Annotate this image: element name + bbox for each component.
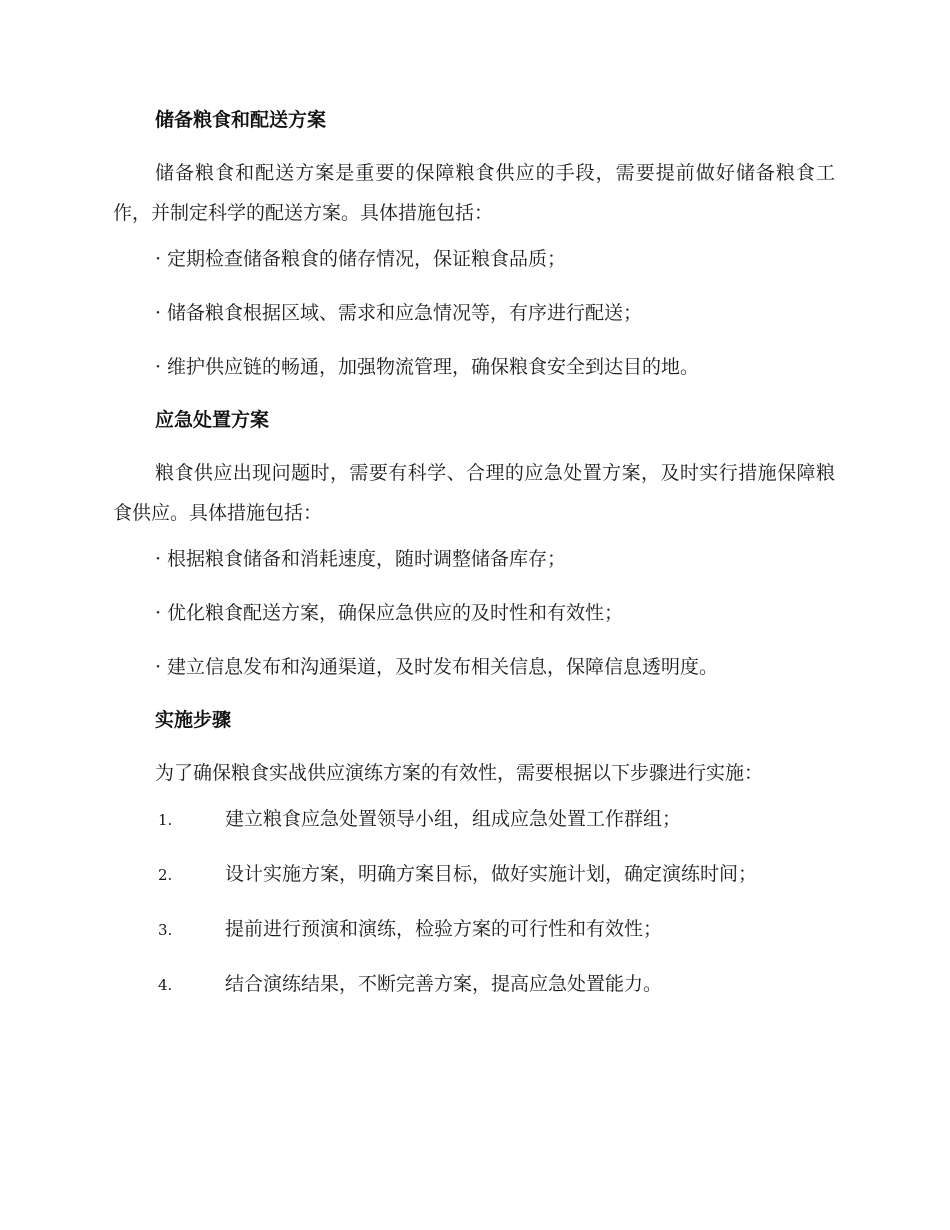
bullet-item: [113, 353, 835, 381]
section-heading: 实施步骤: [155, 709, 232, 731]
document-body: [113, 107, 835, 1025]
bullet-text: 建立信息发布和沟通渠道，及时发布相关信息，保障信息透明度。: [167, 656, 719, 678]
bullet-dot-icon: ·: [155, 248, 162, 270]
section-intro: 为了确保粮食实战供应演练方案的有效性，需要根据以下步骤进行实施：: [155, 762, 764, 784]
step-text: 建立粮食应急处置领导小组，组成应急处置工作群组；: [225, 808, 682, 830]
step-text: 提前进行预演和演练，检验方案的可行性和有效性；: [225, 918, 663, 940]
bullet-item: [113, 599, 835, 627]
step-item: [113, 970, 835, 998]
step-text: 设计实施方案，明确方案目标，做好实施计划，确定演练时间；: [225, 863, 758, 885]
step-number: 4.: [158, 976, 173, 994]
bullet-text: 定期检查储备粮食的储存情况，保证粮食品质；: [167, 248, 567, 270]
section-emergency-response: [113, 407, 835, 681]
step-item: [113, 860, 835, 888]
bullet-dot-icon: ·: [155, 548, 162, 570]
step-number: 3.: [158, 921, 173, 939]
step-number: 2.: [158, 866, 173, 884]
bullet-dot-icon: ·: [155, 602, 162, 624]
step-item: [113, 915, 835, 943]
step-text: 结合演练结果，不断完善方案，提高应急处置能力。: [225, 973, 663, 995]
section-grain-reserve: [113, 107, 835, 381]
step-number: 1.: [158, 811, 173, 829]
section-intro: 储备粮食和配送方案是重要的保障粮食供应的手段，需要提前做好储备粮食工作，并制定科学的配送方案。具体措施包括：: [113, 162, 835, 224]
bullet-dot-icon: ·: [155, 656, 162, 678]
bullet-item: [113, 653, 835, 681]
bullet-text: 维护供应链的畅通，加强物流管理，确保粮食安全到达目的地。: [167, 356, 700, 378]
bullet-item: [113, 299, 835, 327]
section-heading: 储备粮食和配送方案: [155, 109, 327, 131]
bullet-dot-icon: ·: [155, 356, 162, 378]
section-heading: 应急处置方案: [155, 409, 270, 431]
step-item: [113, 805, 835, 833]
bullet-text: 储备粮食根据区域、需求和应急情况等，有序进行配送；: [167, 302, 643, 324]
bullet-item: [113, 545, 835, 573]
section-intro: 粮食供应出现问题时，需要有科学、合理的应急处置方案，及时实行措施保障粮食供应。具体措施包括：: [113, 462, 835, 524]
bullet-dot-icon: ·: [155, 302, 162, 324]
bullet-text: 根据粮食储备和消耗速度，随时调整储备库存；: [167, 548, 567, 570]
section-implementation-steps: [113, 707, 835, 998]
bullet-text: 优化粮食配送方案，确保应急供应的及时性和有效性；: [167, 602, 624, 624]
bullet-item: [113, 245, 835, 273]
